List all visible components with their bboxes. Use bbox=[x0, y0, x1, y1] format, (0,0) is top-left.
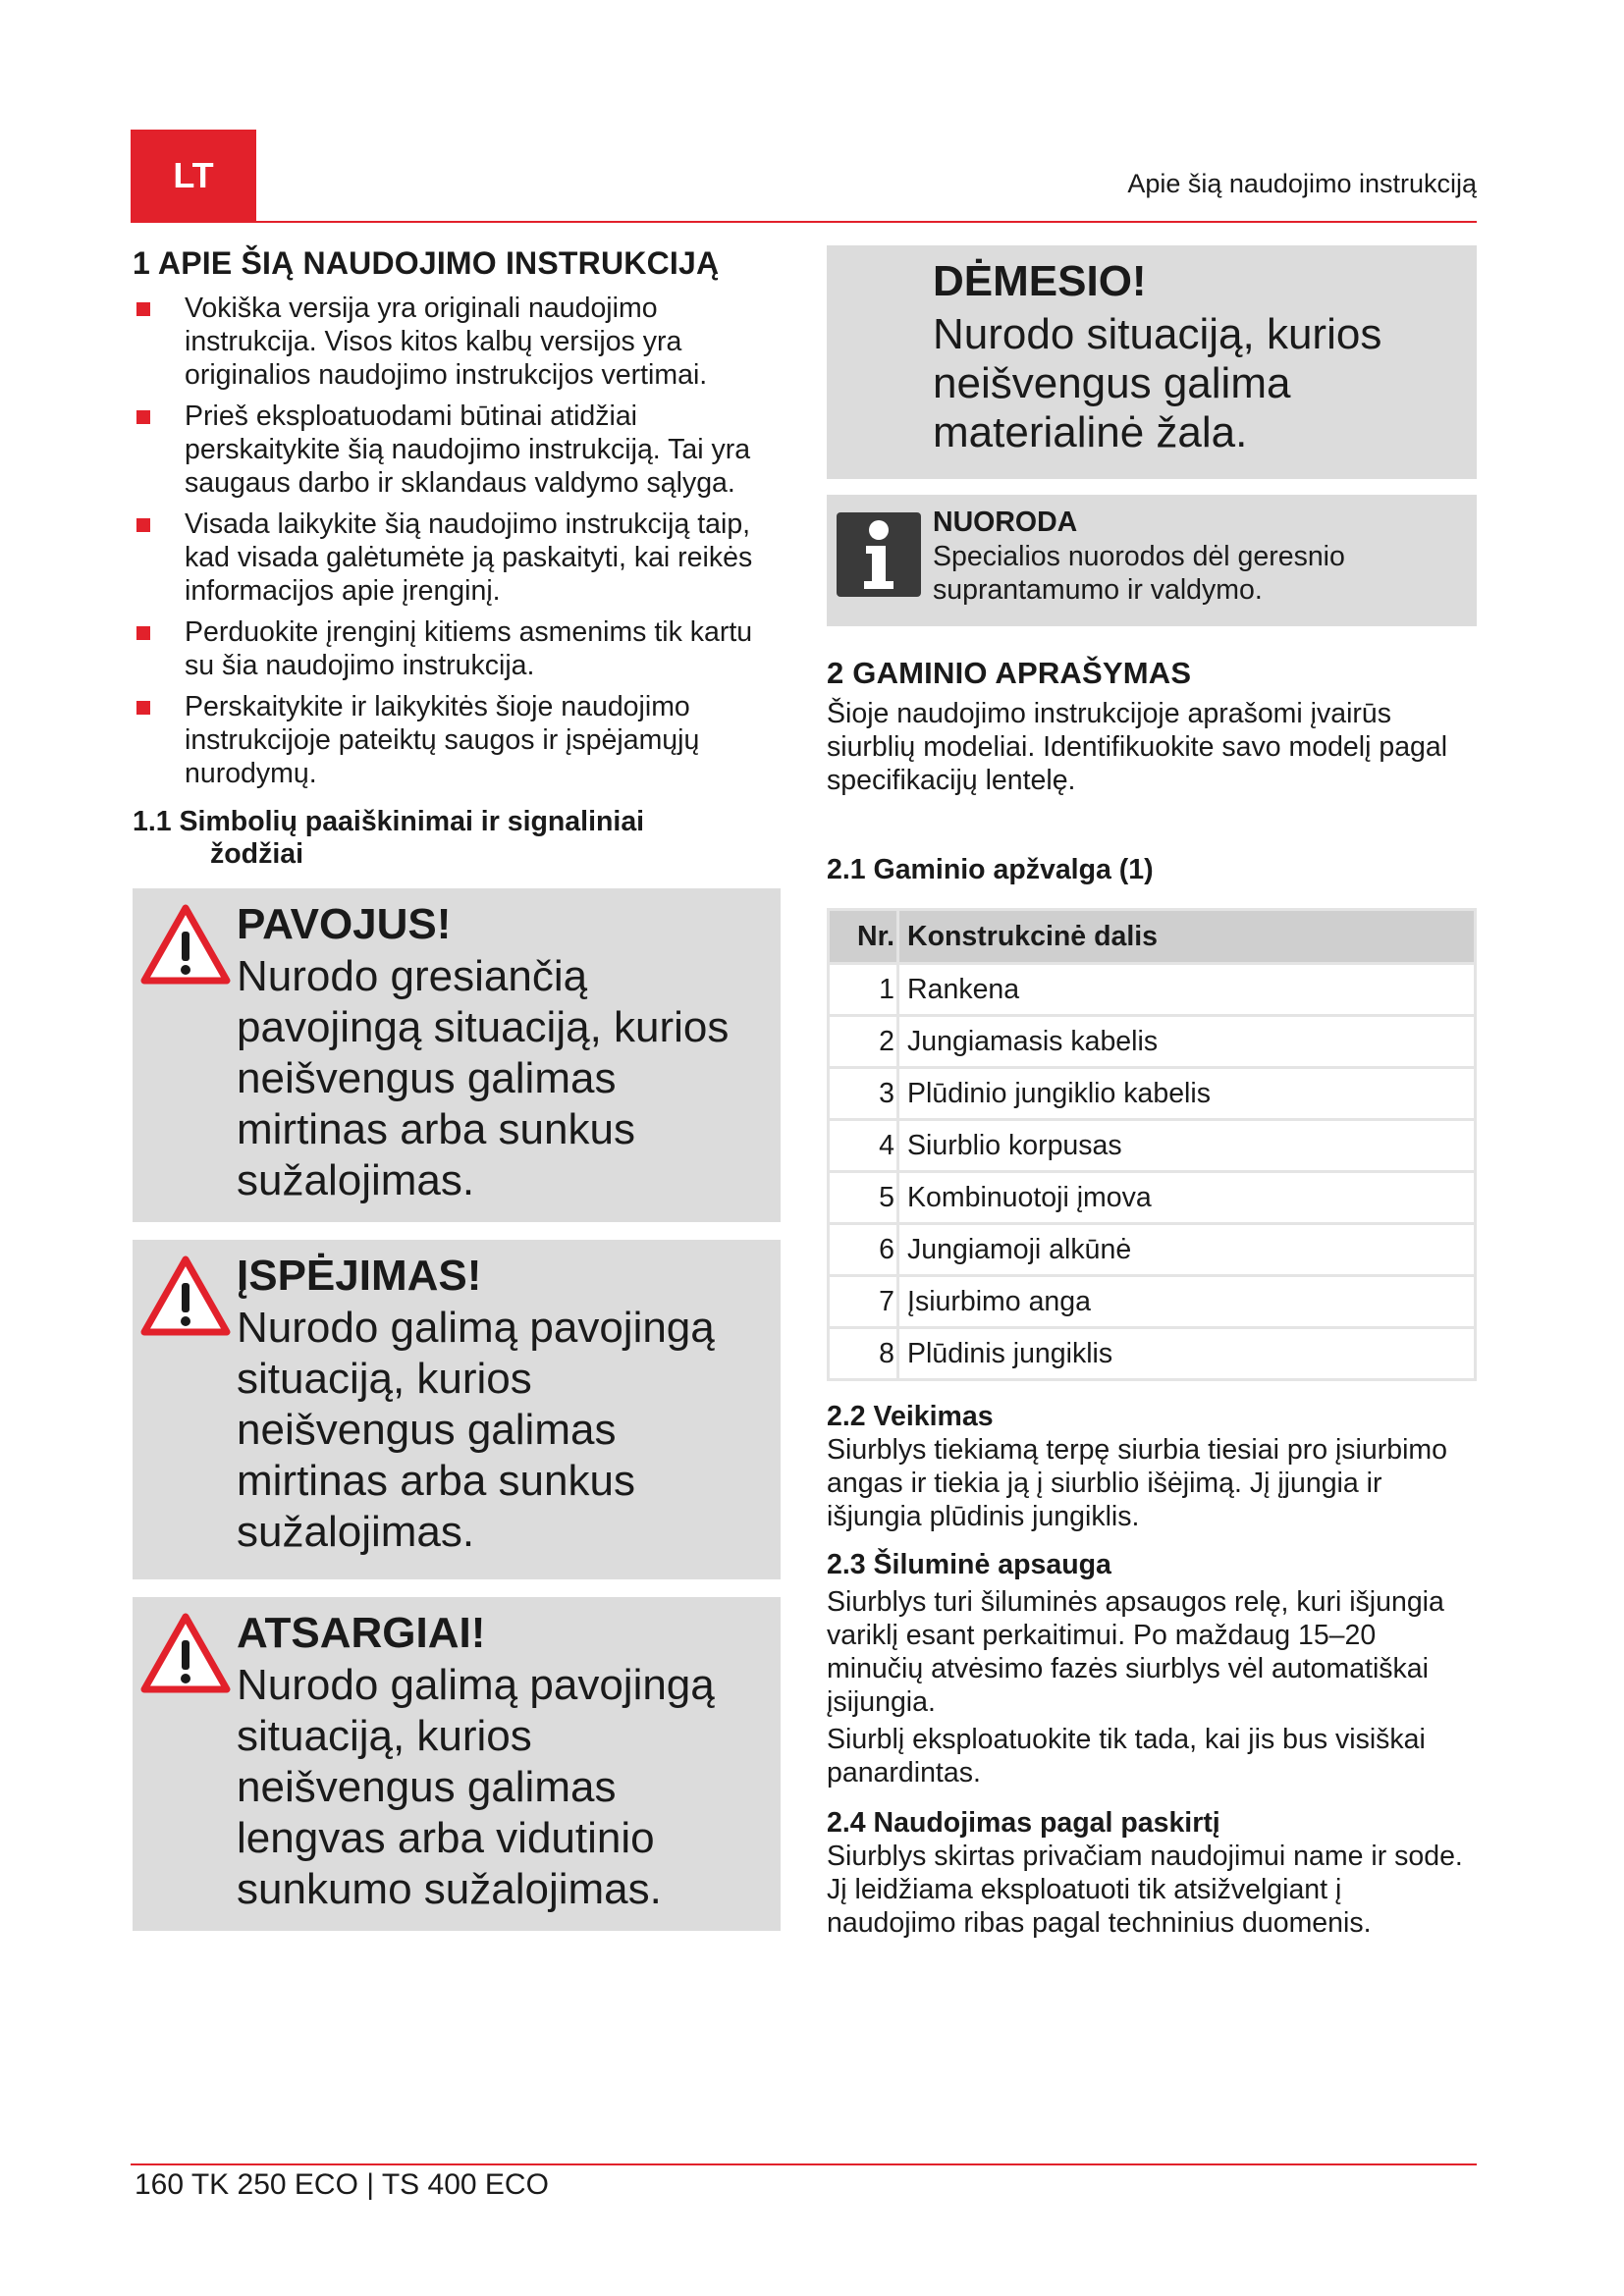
overview-heading: 2.1 Gaminio apžvalga (1) bbox=[827, 854, 1154, 885]
bullet-square-icon bbox=[136, 626, 150, 640]
row-part: Įsiurbimo anga bbox=[898, 1276, 1476, 1328]
table-row bbox=[829, 1224, 1476, 1276]
warning-triangle-icon bbox=[140, 1254, 231, 1338]
row-nr: 8 bbox=[829, 1328, 898, 1380]
subsection-heading-line: žodžiai bbox=[210, 838, 304, 870]
bullet-item bbox=[133, 615, 781, 682]
table-row bbox=[829, 1120, 1476, 1172]
bullet-item bbox=[133, 400, 781, 500]
column-header-part: Konstrukcinė dalis bbox=[898, 910, 1476, 964]
info-icon bbox=[837, 512, 921, 597]
caution-title: ATSARGIAI! bbox=[237, 1609, 486, 1657]
danger-box bbox=[133, 888, 781, 1222]
row-nr: 5 bbox=[829, 1172, 898, 1224]
row-nr: 7 bbox=[829, 1276, 898, 1328]
warning-text: Nurodo galimą pavojingą situaciją, kurios neišvengus galimas mirtinas arba sunkus sužalojimas. bbox=[237, 1304, 715, 1556]
intended-use-text: Siurblys skirtas privačiam naudojimui name ir sode. Jį leidžiama eksploatuoti tik atsižvelgiant į naudojimo ribas pagal techninius duomenis. bbox=[827, 1841, 1463, 1939]
table-row bbox=[829, 1328, 1476, 1380]
bullet-square-icon bbox=[136, 302, 150, 316]
caution-box bbox=[133, 1597, 781, 1931]
section-1-heading: 1 APIE ŠIĄ NAUDOJIMO INSTRUKCIJĄ bbox=[133, 245, 720, 281]
bullet-item bbox=[133, 690, 781, 790]
header-divider bbox=[131, 221, 1477, 223]
table-row bbox=[829, 1276, 1476, 1328]
footer-divider bbox=[131, 2163, 1477, 2165]
bullet-text: Prieš eksploatuodami būtinai atidžiai perskaitykite šią naudojimo instrukciją. Tai yra saugaus darbo ir sklandaus valdymo sąlyga. bbox=[185, 400, 751, 499]
bullet-square-icon bbox=[136, 518, 150, 532]
row-part: Jungiamoji alkūnė bbox=[898, 1224, 1476, 1276]
page-footer: 160 TK 250 ECO | TS 400 ECO bbox=[135, 2168, 549, 2201]
bullet-text: Visada laikykite šią naudojimo instrukciją taip, kad visada galėtumėte ją paskaityti, kai reikės informacijos apie įrenginį. bbox=[185, 508, 753, 607]
row-nr: 2 bbox=[829, 1016, 898, 1068]
bullet-text: Vokiška versija yra originali naudojimo instrukcija. Visos kitos kalbų versijos yra originalios naudojimo instrukcijos vertimai. bbox=[185, 293, 708, 391]
note-text: Specialios nuorodos dėl geresnio suprantamumo ir valdymo. bbox=[933, 541, 1345, 606]
bullet-text: Perskaitykite ir laikykitės šioje naudojimo instrukcijoje pateiktų saugos ir įspėjamųjų nurodymų. bbox=[185, 691, 700, 789]
row-nr: 4 bbox=[829, 1120, 898, 1172]
bullet-text: Perduokite įrenginį kitiems asmenims tik kartu su šia naudojimo instrukcija. bbox=[185, 616, 753, 681]
row-part: Rankena bbox=[898, 964, 1476, 1016]
table-row bbox=[829, 1016, 1476, 1068]
danger-text: Nurodo gresiančią pavojingą situaciją, kurios neišvengus galimas mirtinas arba sunkus sužalojimas. bbox=[237, 952, 730, 1204]
language-tab: LT bbox=[131, 130, 256, 221]
row-part: Jungiamasis kabelis bbox=[898, 1016, 1476, 1068]
bullet-item bbox=[133, 507, 781, 608]
table-header-row bbox=[829, 910, 1476, 964]
row-part: Siurblio korpusas bbox=[898, 1120, 1476, 1172]
section-1-bullets bbox=[133, 292, 781, 790]
warning-triangle-icon bbox=[140, 1611, 231, 1695]
right-column bbox=[827, 245, 1477, 1940]
row-nr: 6 bbox=[829, 1224, 898, 1276]
warning-box bbox=[133, 1240, 781, 1579]
danger-title: PAVOJUS! bbox=[237, 900, 452, 948]
operation-text: Siurblys tiekiamą terpę siurbia tiesiai pro įsiurbimo angas ir tiekia ją į siurblio išėjimą. Jį įjungia ir išjungia plūdinis jungiklis. bbox=[827, 1434, 1447, 1532]
caution-text: Nurodo galimą pavojingą situaciją, kurios neišvengus galimas lengvas arba vidutinio sunkumo sužalojimas. bbox=[237, 1661, 715, 1913]
bullet-square-icon bbox=[136, 701, 150, 715]
thermal-heading: 2.3 Šiluminė apsauga bbox=[827, 1549, 1111, 1580]
intended-use-heading: 2.4 Naudojimas pagal paskirtį bbox=[827, 1807, 1220, 1839]
warning-title: ĮSPĖJIMAS! bbox=[237, 1252, 482, 1300]
row-nr: 1 bbox=[829, 964, 898, 1016]
section-2-heading: 2 GAMINIO APRAŠYMAS bbox=[827, 656, 1192, 690]
warning-triangle-icon bbox=[140, 902, 231, 987]
table-row bbox=[829, 1172, 1476, 1224]
attention-title: DĖMESIO! bbox=[933, 257, 1147, 305]
bullet-square-icon bbox=[136, 410, 150, 424]
subsection-1-1-heading bbox=[133, 806, 781, 871]
thermal-text: Siurblys turi šiluminės apsaugos relę, kuri išjungia variklį esant perkaitimui. Po maždaug 15–20 minučių atvėsimo fazės siurblys vėl automatiškai įsijungia. bbox=[827, 1586, 1444, 1718]
section-2-intro: Šioje naudojimo instrukcijoje aprašomi įvairūs siurblių modeliai. Identifikuokite savo modelį pagal specifikacijų lentelę. bbox=[827, 698, 1448, 796]
bullet-item bbox=[133, 292, 781, 392]
attention-box bbox=[827, 245, 1477, 479]
row-part: Plūdinis jungiklis bbox=[898, 1328, 1476, 1380]
table-row bbox=[829, 964, 1476, 1016]
thermal-text-2: Siurblį eksploatuokite tik tada, kai jis bus visiškai panardintas. bbox=[827, 1724, 1426, 1789]
attention-text: Nurodo situaciją, kurios neišvengus galima materialinė žala. bbox=[933, 310, 1382, 456]
column-header-nr: Nr. bbox=[829, 910, 898, 964]
note-box bbox=[827, 495, 1477, 626]
left-column bbox=[133, 245, 781, 1931]
parts-table bbox=[827, 908, 1477, 1381]
operation-heading: 2.2 Veikimas bbox=[827, 1401, 994, 1432]
row-part: Plūdinio jungiklio kabelis bbox=[898, 1068, 1476, 1120]
row-nr: 3 bbox=[829, 1068, 898, 1120]
note-title: NUORODA bbox=[933, 507, 1078, 538]
row-part: Kombinuotoji įmova bbox=[898, 1172, 1476, 1224]
table-row bbox=[829, 1068, 1476, 1120]
running-header: Apie šią naudojimo instrukciją bbox=[1127, 169, 1477, 198]
subsection-heading-line: 1.1 Simbolių paaiškinimai ir signaliniai bbox=[133, 806, 645, 837]
